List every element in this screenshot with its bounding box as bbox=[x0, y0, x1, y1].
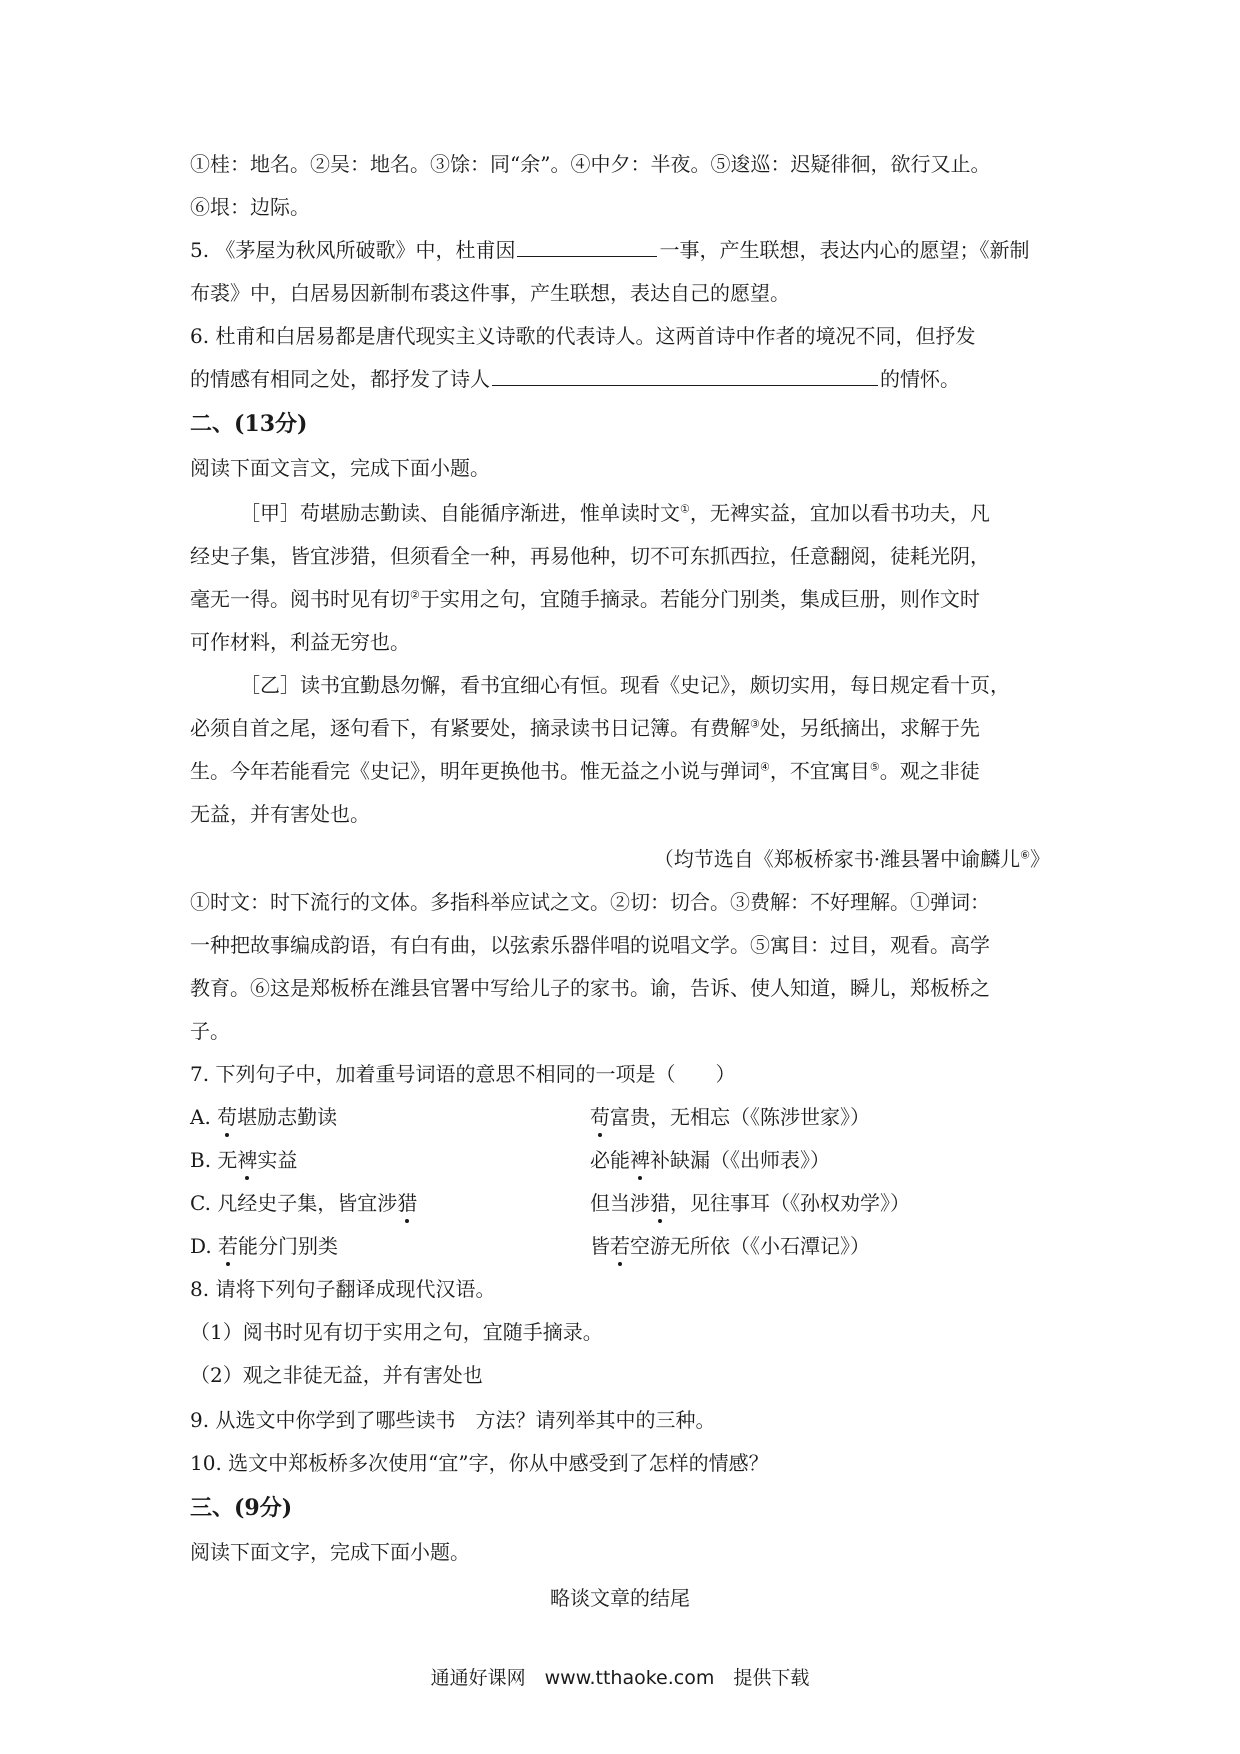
emphasis-char: 苟 bbox=[217, 1105, 238, 1129]
option-text: 富贵，无相忘（《陈涉世家》） bbox=[610, 1105, 870, 1129]
option-label: B. bbox=[190, 1148, 212, 1172]
passage-source bbox=[654, 845, 1050, 873]
emphasis-char: 裨 bbox=[630, 1148, 650, 1172]
passage-yi-line-4: 无益，并有害处也。 bbox=[190, 802, 370, 826]
question-6-text-b: 的情感有相同之处，都抒发了诗人 bbox=[190, 367, 490, 391]
question-5-text-a: 5. 《茅屋为秋风所破歌》中，杜甫因 bbox=[190, 238, 516, 262]
option-text: 补缺漏（《出师表》） bbox=[650, 1148, 830, 1172]
article-title: 略谈文章的结尾 bbox=[550, 1586, 690, 1610]
option-label: C. bbox=[190, 1191, 211, 1215]
passage-yi-line-3 bbox=[190, 757, 980, 785]
question-7-stem: 7. 下列句子中，加着重号词语的意思不相同的一项是（ ） bbox=[190, 1062, 736, 1086]
question-8-sentence-2: （2）观之非徒无益，并有害处也 bbox=[190, 1363, 483, 1387]
question-8-stem: 8. 请将下列句子翻译成现代汉语。 bbox=[190, 1277, 496, 1301]
footnote-mark: ② bbox=[410, 588, 420, 602]
question-5-text-b: 一事，产生联想，表达内心的愿望；《新制 bbox=[659, 238, 1030, 262]
emphasis-char: 猎 bbox=[397, 1191, 418, 1215]
passage-yi-text: 。观之非徒 bbox=[879, 759, 980, 783]
footnote-mark: ⑥ bbox=[1020, 848, 1030, 862]
poem-notes-line-2: ⑥垠：边际。 bbox=[190, 195, 310, 219]
passage-jia-line-3 bbox=[190, 585, 980, 613]
question-6-blank[interactable] bbox=[492, 365, 878, 386]
question-10: 10. 选文中郑板桥多次使用“宜”字，你从中感受到了怎样的情感？ bbox=[190, 1451, 769, 1475]
passage-yi-line-2 bbox=[190, 714, 980, 742]
question-6-line-2 bbox=[190, 365, 960, 393]
question-5-line-1 bbox=[190, 236, 1029, 264]
question-7-option-a-left[interactable] bbox=[190, 1103, 337, 1131]
question-7-option-a-right bbox=[590, 1103, 870, 1131]
passage-source-text: （均节选自《郑板桥家书·潍县署中谕麟儿 bbox=[653, 847, 1021, 871]
question-8-sentence-1: （1）阅书时见有切于实用之句，宜随手摘录。 bbox=[190, 1320, 603, 1344]
passage-notes-line-4: 子。 bbox=[190, 1019, 230, 1043]
question-9: 9. 从选文中你学到了哪些读书 方法？请列举其中的三种。 bbox=[190, 1408, 716, 1432]
passage-jia-text: 毫无一得。阅书时见有切 bbox=[190, 587, 410, 611]
passage-notes-line-3: 教育。⑥这是郑板桥在潍县官署中写给儿子的家书。谕，告诉、使人知道，瞬儿，郑板桥之 bbox=[190, 976, 990, 1000]
question-7-option-d-left[interactable] bbox=[190, 1232, 338, 1260]
passage-yi-text: 生。今年若能看完《史记》，明年更换他书。惟无益之小说与弹词 bbox=[190, 759, 760, 783]
question-5-blank[interactable] bbox=[517, 236, 657, 257]
emphasis-char: 猎 bbox=[650, 1191, 670, 1215]
section-2-heading: 二、(13分) bbox=[190, 411, 308, 437]
footnote-mark: ① bbox=[680, 502, 690, 516]
question-6-line-1: 6. 杜甫和白居易都是唐代现实主义诗歌的代表诗人。这两首诗中作者的境况不同，但抒发 bbox=[190, 324, 976, 348]
footnote-mark: ④ bbox=[760, 760, 770, 774]
option-text: 必能 bbox=[590, 1148, 630, 1172]
passage-jia-text: ，无裨实益，宜加以看书功夫，凡 bbox=[689, 501, 990, 525]
passage-yi-text: 必须自首之尾，逐句看下，有紧要处，摘录读书日记簿。有费解 bbox=[190, 716, 750, 740]
emphasis-char: 若 bbox=[218, 1234, 239, 1258]
question-7-option-d-right bbox=[590, 1232, 870, 1260]
option-text: 凡经史子集，皆宜涉 bbox=[217, 1191, 398, 1215]
passage-jia-line-4: 可作材料，利益无穷也。 bbox=[190, 630, 410, 654]
emphasis-char: 裨 bbox=[237, 1148, 258, 1172]
option-text: 能分门别类 bbox=[238, 1234, 339, 1258]
section-3-heading: 三、(9分) bbox=[190, 1495, 293, 1521]
passage-jia-text: 于实用之句，宜随手摘录。若能分门别类，集成巨册，则作文时 bbox=[419, 587, 980, 611]
option-label: D. bbox=[190, 1234, 212, 1258]
question-7-option-b-right bbox=[590, 1146, 830, 1174]
option-label: A. bbox=[190, 1105, 211, 1129]
emphasis-char: 若 bbox=[610, 1234, 630, 1258]
option-text: 但当涉 bbox=[590, 1191, 650, 1215]
footnote-mark: ⑤ bbox=[869, 760, 880, 774]
question-7-option-b-left[interactable] bbox=[190, 1146, 297, 1174]
question-5-line-2: 布裘》中，白居易因新制布裘这件事，产生联想，表达自己的愿望。 bbox=[190, 281, 790, 305]
passage-source-end: 》 bbox=[1030, 847, 1050, 871]
passage-notes-line-2: 一种把故事编成韵语，有白有曲，以弦索乐器伴唱的说唱文学。⑤寓目：过目，观看。高学 bbox=[190, 933, 990, 957]
question-7-option-c-left[interactable] bbox=[190, 1189, 417, 1217]
passage-jia-line-2: 经史子集，皆宜涉猎，但须看全一种，再易他种，切不可东抓西拉，任意翻阅，徒耗光阴， bbox=[190, 544, 990, 568]
question-6-text-c: 的情怀。 bbox=[880, 367, 960, 391]
option-text: 无 bbox=[217, 1148, 238, 1172]
passage-notes-line-1: ①时文：时下流行的文体。多指科举应试之文。②切：切合。③费解：不好理解。①弹词： bbox=[190, 890, 990, 914]
emphasis-char: 苟 bbox=[590, 1105, 610, 1129]
footnote-mark: ③ bbox=[750, 717, 760, 731]
section-2-intro: 阅读下面文言文，完成下面小题。 bbox=[190, 456, 490, 480]
poem-notes-line-1: ①桂：地名。②吴：地名。③馀：同“余”。④中夕：半夜。⑤逡巡：迟疑徘徊，欲行又止。 bbox=[190, 152, 991, 176]
page-footer: 通通好课网 www.tthaoke.com 提供下载 bbox=[430, 1667, 810, 1689]
passage-jia-text: ［甲］苟堪励志勤读、自能循序渐进，惟单读时文 bbox=[240, 501, 680, 525]
option-text: 实益 bbox=[257, 1148, 298, 1172]
passage-yi-text: ，不宜寓目 bbox=[769, 759, 870, 783]
option-text: 空游无所依（《小石潭记》） bbox=[630, 1234, 870, 1258]
passage-yi-line-1: ［乙］读书宜勤恳勿懈，看书宜细心有恒。现看《史记》，颇切实用，每日规定看十页， bbox=[240, 673, 1010, 697]
question-7-option-c-right bbox=[590, 1189, 910, 1217]
passage-yi-text: 处，另纸摘出，求解于先 bbox=[759, 716, 980, 740]
option-text: ，见往事耳（《孙权劝学》） bbox=[670, 1191, 910, 1215]
section-3-intro: 阅读下面文字，完成下面小题。 bbox=[190, 1540, 470, 1564]
option-text: 堪励志勤读 bbox=[237, 1105, 338, 1129]
passage-jia-line-1 bbox=[240, 499, 990, 527]
option-text: 皆 bbox=[590, 1234, 610, 1258]
